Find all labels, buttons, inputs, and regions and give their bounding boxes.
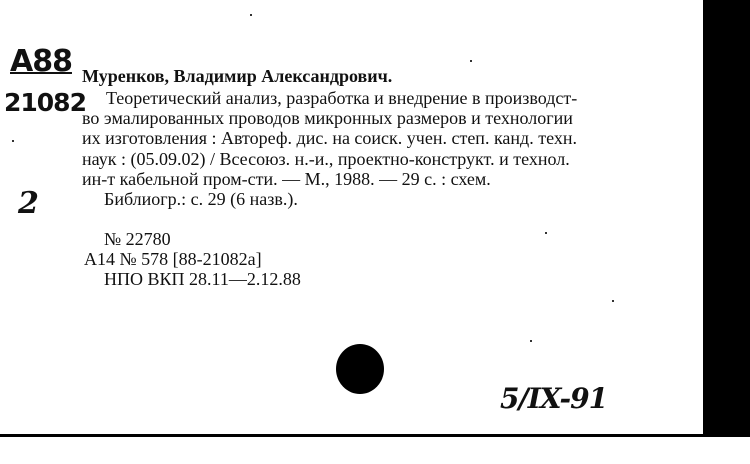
registry-number: A14 № 578 [88-21082a] bbox=[84, 249, 262, 269]
scan-speck bbox=[12, 140, 14, 142]
scan-border bbox=[703, 0, 750, 434]
record-line: во эмалированных проводов микронных размеров и технологии bbox=[82, 108, 573, 128]
accession-number: № 22780 bbox=[104, 229, 171, 249]
handwritten-margin-note: 2 bbox=[18, 186, 38, 221]
bibliography-line: Библиогр.: с. 29 (6 назв.). bbox=[104, 189, 298, 209]
handwritten-shelf-number: 21082 bbox=[4, 88, 86, 117]
scan-speck bbox=[530, 340, 532, 342]
scan-speck bbox=[612, 300, 614, 302]
record-line: их изготовления : Автореф. дис. на соиск. учен. степ. канд. техн. bbox=[82, 128, 577, 148]
scan-speck bbox=[250, 14, 252, 16]
handwritten-shelf-mark: A88 bbox=[10, 44, 72, 79]
distribution-note: НПО ВКП 28.11—2.12.88 bbox=[104, 269, 301, 289]
scan-speck bbox=[545, 232, 547, 234]
scan-speck bbox=[470, 60, 472, 62]
author-line: Муренков, Владимир Александрович. bbox=[82, 66, 393, 86]
record-line: Теоретический анализ, разработка и внедрение в производст- bbox=[106, 88, 578, 108]
ink-blot bbox=[336, 344, 384, 394]
scan-border bbox=[0, 434, 750, 464]
record-line: наук : (05.09.02) / Всесоюз. н.-и., проектно-конструкт. и технол. bbox=[82, 149, 570, 169]
record-line: ин-т кабельной пром-сти. — М., 1988. — 29 с. : схем. bbox=[82, 169, 491, 189]
handwritten-date-stamp: 5/IX-91 bbox=[500, 382, 608, 415]
